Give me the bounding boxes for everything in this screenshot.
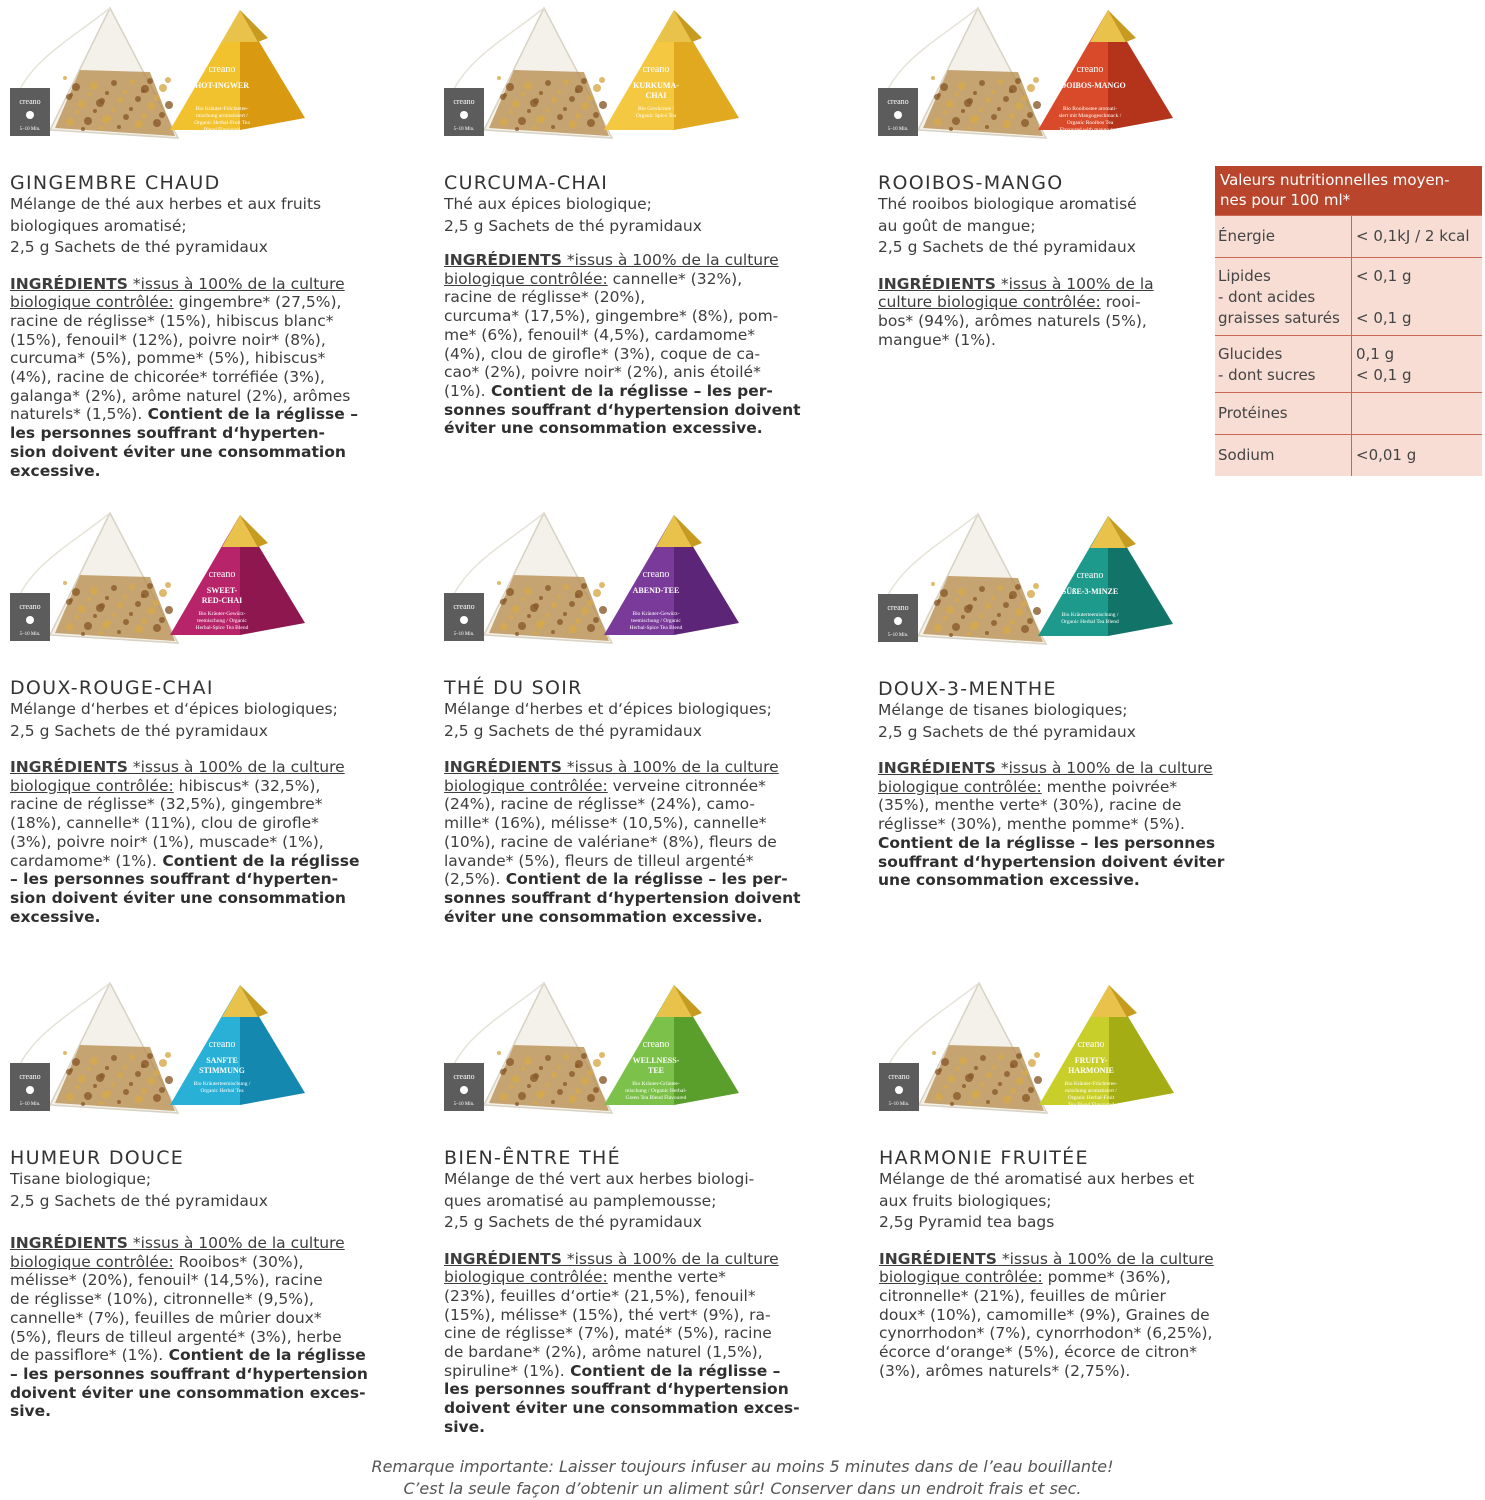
ingredients-subheading: *issus à 100% de la culture biologique contrôlée: xyxy=(878,274,1154,312)
svg-text:Bio Kräuterteemischung /: Bio Kräuterteemischung / xyxy=(193,1081,251,1087)
tea-illustration xyxy=(878,506,1278,666)
pyramid-box-icon xyxy=(604,985,739,1105)
svg-text:creano: creano xyxy=(453,602,475,611)
nutrient-value: 0,1 g < 0,1 g xyxy=(1356,345,1412,384)
product-image xyxy=(444,975,844,1135)
ingredients-text: cannelle* (32%), racine de réglisse* (20%), curcuma* (17,5%), gingembre* (8%), pom- me* (6%), fenouil* (4,5%), cardamome* (4%), clou de girofle* (3%), coque de ca- cao* (2%), poivre noir* (2%), anis étoilé* (1%). xyxy=(444,269,779,400)
licorice-warning: Contient de la réglisse – les per- sonnes souffrant d‘hypertension doivent éviter une consommation excessive. xyxy=(444,870,801,926)
ingredients xyxy=(10,275,430,481)
svg-text:Green Tea Blend Flavoured: Green Tea Blend Flavoured xyxy=(625,1095,687,1101)
pyramid-box-icon xyxy=(604,515,739,635)
brand-logo: creano xyxy=(208,1039,236,1050)
svg-text:5–10 Min.: 5–10 Min. xyxy=(888,1102,910,1107)
tea-illustration xyxy=(444,975,844,1135)
licorice-warning: Contient de la réglisse – les personnes souffrant d‘hyperten- sion doivent éviter une consommation excessive. xyxy=(10,405,358,480)
svg-text:creano: creano xyxy=(888,1072,910,1081)
product-image xyxy=(10,0,410,160)
svg-text:5–10 Min.: 5–10 Min. xyxy=(19,632,41,637)
tea-tag-icon xyxy=(444,1063,484,1111)
product-name: HARMONIE FRUITÉE xyxy=(879,1147,1089,1169)
pyramid-box-icon xyxy=(1039,985,1174,1108)
ingredients-heading: INGRÉDIENTS xyxy=(10,758,128,776)
product-description: Mélange d‘herbes et d‘épices biologiques; 2,5 g Sachets de thé pyramidaux xyxy=(10,700,338,740)
pyramid-box-icon xyxy=(170,515,305,635)
svg-text:5–10 Min.: 5–10 Min. xyxy=(453,632,475,637)
nutrition-row-energy xyxy=(1215,215,1482,257)
product-the-du-soir xyxy=(444,505,864,926)
svg-text:Bio Kräuter-Früchtetee-: Bio Kräuter-Früchtetee- xyxy=(195,106,249,112)
product-description: Mélange de thé aromatisé aux herbes et aux fruits biologiques; 2,5g Pyramid tea bags xyxy=(879,1170,1195,1231)
tea-illustration xyxy=(879,975,1279,1135)
svg-text:Blend Flavoured: Blend Flavoured xyxy=(203,127,241,133)
tea-tag-icon xyxy=(879,1063,919,1111)
svg-text:Flavoured with mango taste: Flavoured with mango taste xyxy=(1059,127,1121,133)
important-note: Remarque importante: Laisser toujours infuser au moins 5 minutes dans de l’eau bouillante! C’est la seule façon d’obtenir un aliment sûr! Conserver dans un endroit frais et sec. xyxy=(371,1457,1114,1498)
nutrient-value: < 0,1kJ / 2 kcal xyxy=(1356,227,1470,245)
nutrient-value: < 0,1 g < 0,1 g xyxy=(1356,267,1412,327)
brand-logo: creano xyxy=(1077,1039,1105,1050)
tea-illustration xyxy=(444,505,844,665)
ingredients xyxy=(444,1250,864,1437)
svg-text:Bio Kräuter-Gewürz-: Bio Kräuter-Gewürz- xyxy=(198,611,246,617)
svg-text:Organic Spice Tea: Organic Spice Tea xyxy=(635,113,677,119)
svg-text:WELLNESS-: WELLNESS- xyxy=(632,1056,680,1065)
ingredients-text: pomme* (36%), citronnelle* (21%), feuilles de mûrier doux* (10%), camomille* (9%), Graines de cynorrhodon* (7%), cynorrhodon* (6,25%), écorce d‘orange* (5%), écorce de citron* (3%), arômes naturels* (2,75%). xyxy=(879,1268,1213,1380)
tea-tag-icon xyxy=(878,88,918,136)
ingredients-text: gingembre* (27,5%), racine de réglisse* (15%), hibiscus blanc* (15%), fenouil* (12%), poivre noir* (8%), curcuma* (5%), pomme* (5%), hibiscus* (4%), racine de chicorée* torréfiée (3%), galanga* (2%), arôme naturel (2%), arômes naturels* (1,5%). xyxy=(10,293,351,424)
svg-text:SWEET-: SWEET- xyxy=(206,586,238,595)
ingredients-heading: INGRÉDIENTS xyxy=(444,1249,562,1268)
svg-text:ROOIBOS-MANGO: ROOIBOS-MANGO xyxy=(1054,81,1126,90)
product-name: DOUX-ROUGE-CHAI xyxy=(10,677,214,699)
brand-logo: creano xyxy=(1076,570,1104,581)
pyramid-box-icon xyxy=(1038,516,1173,636)
ingredients-text: rooi- bos* (94%), arômes naturels (5%), mangue* (1%). xyxy=(878,293,1147,349)
pyramid-box-icon xyxy=(170,985,305,1105)
svg-text:CHAI: CHAI xyxy=(645,91,667,100)
ingredients-subheading: *issus à 100% de la culture biologique contrôlée: xyxy=(444,1249,779,1287)
product-image xyxy=(444,505,844,665)
tea-tag-icon xyxy=(444,88,484,136)
svg-text:Bio Kräuter-Früchtetee-: Bio Kräuter-Früchtetee- xyxy=(1064,1081,1118,1087)
svg-text:teemischung / Organic: teemischung / Organic xyxy=(197,618,247,624)
svg-text:5–10 Min.: 5–10 Min. xyxy=(19,127,41,132)
svg-text:Tea Blend Flavoured: Tea Blend Flavoured xyxy=(1067,1102,1115,1108)
product-humeur-douce xyxy=(10,975,430,1421)
pyramid-box-icon xyxy=(604,10,739,130)
svg-text:mischung aromatisiert /: mischung aromatisiert / xyxy=(196,113,248,119)
svg-text:HOT-INGWER: HOT-INGWER xyxy=(195,81,249,90)
tea-tag-icon xyxy=(444,593,484,641)
svg-text:5–10 Min.: 5–10 Min. xyxy=(887,633,909,638)
ingredients-text: verveine citronnée* (24%), racine de réglisse* (24%), camo- mille* (16%), mélisse* (10,5%), cannelle* (10%), racine de valériane* (8%), fleurs de lavande* (5%), fleurs de tilleul argenté* (2,5%). xyxy=(444,776,777,889)
nutrient-name: Énergie xyxy=(1215,216,1352,257)
svg-text:Organic Herbal-Fruit Tea: Organic Herbal-Fruit Tea xyxy=(194,120,250,126)
tea-tag-icon xyxy=(10,593,50,641)
nutrient-name: Protéines xyxy=(1215,393,1352,434)
brand-logo: creano xyxy=(642,1039,670,1050)
licorice-warning: Contient de la réglisse – les personnes souffrant d‘hypertension doivent éviter une consommation exces- sive. xyxy=(444,1361,800,1436)
product-description: Tisane biologique; 2,5 g Sachets de thé pyramidaux xyxy=(10,1170,268,1210)
tea-tag-icon xyxy=(878,594,918,642)
svg-text:STIMMUNG: STIMMUNG xyxy=(199,1066,245,1075)
svg-text:5–10 Min.: 5–10 Min. xyxy=(887,127,909,132)
ingredients-subheading: *issus à 100% de la culture biologique contrôlée: xyxy=(10,274,345,312)
product-doux-3-menthe xyxy=(878,506,1298,890)
product-curcuma-chai xyxy=(444,0,864,438)
svg-text:SÜßE-3-MINZE: SÜßE-3-MINZE xyxy=(1061,587,1119,596)
product-description: Mélange de thé aux herbes et aux fruits biologiques aromatisé; 2,5 g Sachets de thé pyramidaux xyxy=(10,195,322,256)
ingredients xyxy=(878,759,1298,890)
svg-text:Bio Kräuter-Gewürz-: Bio Kräuter-Gewürz- xyxy=(632,611,680,617)
product-description: Mélange d‘herbes et d‘épices biologiques; 2,5 g Sachets de thé pyramidaux xyxy=(444,700,772,740)
ingredients-heading: INGRÉDIENTS xyxy=(444,251,562,269)
tea-illustration xyxy=(444,0,844,160)
svg-text:mischung aromatisiert /: mischung aromatisiert / xyxy=(1065,1088,1117,1094)
ingredients-subheading: *issus à 100% de la culture biologique contrôlée: xyxy=(444,758,779,795)
svg-text:Organic Herbal-Fruit: Organic Herbal-Fruit xyxy=(1067,1095,1115,1101)
nutrition-table xyxy=(1215,166,1482,476)
product-image xyxy=(444,0,844,160)
ingredients-heading: INGRÉDIENTS xyxy=(879,1249,997,1268)
pyramid-box-icon xyxy=(170,10,305,133)
ingredients xyxy=(444,758,864,926)
svg-text:Organic Herbal Tea Blend: Organic Herbal Tea Blend xyxy=(1061,619,1119,625)
nutrient-name: Sodium xyxy=(1215,435,1352,476)
product-image xyxy=(878,506,1278,666)
svg-text:creano: creano xyxy=(19,97,41,106)
nutrition-row-fat xyxy=(1215,257,1482,335)
product-name: HUMEUR DOUCE xyxy=(10,1147,185,1169)
ingredients-heading: INGRÉDIENTS xyxy=(10,1234,128,1252)
svg-text:5–10 Min.: 5–10 Min. xyxy=(453,127,475,132)
tea-illustration xyxy=(878,0,1278,160)
nutrition-table-header: Valeurs nutritionnelles moyen- nes pour 100 ml* xyxy=(1215,166,1482,215)
svg-text:Organic Herbal Tea: Organic Herbal Tea xyxy=(200,1088,244,1094)
ingredients xyxy=(10,1234,430,1421)
product-image xyxy=(10,975,410,1135)
ingredients xyxy=(10,758,430,926)
svg-text:creano: creano xyxy=(887,97,909,106)
svg-text:mischung / Organic Herbal-: mischung / Organic Herbal- xyxy=(625,1088,687,1094)
svg-text:creano: creano xyxy=(453,1072,475,1081)
nutrition-row-sodium xyxy=(1215,434,1482,476)
brand-logo: creano xyxy=(1076,64,1104,75)
product-image xyxy=(879,975,1279,1135)
licorice-warning: Contient de la réglisse – les personnes souffrant d‘hyperten- sion doivent éviter une consommation excessive. xyxy=(10,851,360,926)
ingredients xyxy=(878,275,1208,350)
ingredients-heading: INGRÉDIENTS xyxy=(878,759,996,777)
tea-illustration xyxy=(10,975,410,1135)
product-description: Mélange de tisanes biologiques; 2,5 g Sachets de thé pyramidaux xyxy=(878,701,1136,741)
product-name: DOUX-3-MENTHE xyxy=(878,678,1057,700)
product-bien-entre-the xyxy=(444,975,864,1437)
nutrition-row-carbs xyxy=(1215,335,1482,392)
nutrition-row-protein xyxy=(1215,392,1482,434)
svg-text:TEE: TEE xyxy=(647,1066,665,1075)
ingredients-text: Rooibos* (30%), mélisse* (20%), fenouil* (14,5%), racine de réglisse* (10%), citronnelle* (9,5%), cannelle* (7%), feuilles de mûrier doux* (5%), fleurs de tilleul argenté* (3%), herbe de passiflore* (1%). xyxy=(10,1252,342,1365)
ingredients-subheading: *issus à 100% de la culture biologique contrôlée: xyxy=(10,1234,345,1271)
ingredients-text: hibiscus* (32,5%), racine de réglisse* (32,5%), gingembre* (18%), cannelle* (11%), clou de girofle* (3%), poivre noir* (1%), muscade* (1%), cardamome* (1%). xyxy=(10,776,324,870)
pyramid-box-icon xyxy=(1038,10,1173,133)
svg-text:creano: creano xyxy=(887,603,909,612)
nutrient-name: Lipides - dont acides graisses saturés xyxy=(1215,258,1352,335)
svg-text:5–10 Min.: 5–10 Min. xyxy=(453,1102,475,1107)
product-description: Thé rooibos biologique aromatisé au goût de mangue; 2,5 g Sachets de thé pyramidaux xyxy=(878,195,1137,256)
ingredients-subheading: *issus à 100% de la culture biologique contrôlée: xyxy=(444,251,779,288)
licorice-warning: Contient de la réglisse – les per- sonnes souffrant d‘hypertension doivent éviter une consommation excessive. xyxy=(444,381,801,438)
svg-text:Bio Gewürztee /: Bio Gewürztee / xyxy=(637,106,675,112)
svg-text:Bio Rooibostee aromati-: Bio Rooibostee aromati- xyxy=(1062,106,1118,112)
nutrient-name: Glucides - dont sucres xyxy=(1215,336,1352,392)
product-image xyxy=(10,505,410,665)
product-image xyxy=(878,0,1278,160)
product-name: THÉ DU SOIR xyxy=(444,677,583,699)
nutrient-value: <0,01 g xyxy=(1356,446,1417,464)
licorice-warning: Contient de la réglisse – les personnes souffrant d‘hypertension doivent éviter une consommation exces- sive. xyxy=(10,1346,368,1421)
ingredients-subheading: *issus à 100% de la culture biologique contrôlée: xyxy=(878,759,1213,796)
ingredients-text: menthe poivrée* (35%), menthe verte* (30%), racine de réglisse* (30%), menthe pomme* (5%). xyxy=(878,777,1185,834)
svg-text:creano: creano xyxy=(19,1072,41,1081)
product-harmonie-fruitee xyxy=(879,975,1299,1380)
svg-text:KURKUMA-: KURKUMA- xyxy=(633,81,679,90)
nutrient-value xyxy=(1352,393,1482,434)
ingredients-heading: INGRÉDIENTS xyxy=(878,274,996,293)
product-gingembre-chaud xyxy=(10,0,430,480)
tea-illustration xyxy=(10,505,410,665)
product-name: CURCUMA-CHAI xyxy=(444,172,609,194)
ingredients-text: menthe verte* (23%), feuilles d‘ortie* (21,5%), fenouil* (15%), mélisse* (15%), thé vert* (9%), ra- cine de réglisse* (7%), maté* (5%), racine de bardane* (2%), arôme naturel (1,5%), spiruline* (1%). xyxy=(444,1268,772,1380)
product-name: BIEN-ÊNTRE THÉ xyxy=(444,1147,621,1169)
ingredients xyxy=(879,1250,1299,1381)
product-description: Thé aux épices biologique; 2,5 g Sachets de thé pyramidaux xyxy=(444,195,702,235)
svg-text:HARMONIE: HARMONIE xyxy=(1068,1066,1114,1075)
ingredients-heading: INGRÉDIENTS xyxy=(10,274,128,293)
ingredients-subheading: *issus à 100% de la culture biologique contrôlée: xyxy=(10,758,345,795)
product-description: Mélange de thé vert aux herbes biologi- ques aromatisé au pamplemousse; 2,5 g Sachets de thé pyramidaux xyxy=(444,1170,755,1231)
brand-logo: creano xyxy=(642,64,670,75)
brand-logo: creano xyxy=(208,569,236,580)
svg-text:teemischung / Organic: teemischung / Organic xyxy=(631,618,681,624)
svg-text:FRUITY-: FRUITY- xyxy=(1074,1056,1108,1065)
svg-text:Organic Rooibos Tea: Organic Rooibos Tea xyxy=(1066,120,1114,126)
tea-illustration xyxy=(10,0,410,160)
svg-text:Bio Kräuter-Grüntee-: Bio Kräuter-Grüntee- xyxy=(632,1081,680,1087)
svg-text:RED-CHAI: RED-CHAI xyxy=(201,596,243,605)
product-doux-rouge-chai xyxy=(10,505,430,926)
svg-text:5–10 Min.: 5–10 Min. xyxy=(19,1102,41,1107)
licorice-warning: Contient de la réglisse – les personnes souffrant d‘hypertension doivent éviter une consommation excessive. xyxy=(878,833,1225,890)
product-name: ROOIBOS-MANGO xyxy=(878,172,1064,194)
svg-text:Herbal-Spice Tea Blend: Herbal-Spice Tea Blend xyxy=(629,625,683,631)
ingredients-subheading: *issus à 100% de la culture biologique contrôlée: xyxy=(879,1249,1214,1287)
brand-logo: creano xyxy=(642,569,670,580)
svg-text:creano: creano xyxy=(19,602,41,611)
ingredients-heading: INGRÉDIENTS xyxy=(444,758,562,776)
product-rooibos-mango xyxy=(878,0,1208,349)
svg-text:Bio Kräuterteemischung /: Bio Kräuterteemischung / xyxy=(1061,612,1119,618)
svg-text:SANFTE: SANFTE xyxy=(206,1056,238,1065)
svg-text:creano: creano xyxy=(453,97,475,106)
svg-text:siert mit Mangogeschmack /: siert mit Mangogeschmack / xyxy=(1058,113,1122,119)
tea-tag-icon xyxy=(10,88,50,136)
tea-tag-icon xyxy=(10,1063,50,1111)
svg-text:Herbal-Spice Tea Blend: Herbal-Spice Tea Blend xyxy=(195,625,249,631)
brand-logo: creano xyxy=(208,64,236,75)
product-name: GINGEMBRE CHAUD xyxy=(10,172,221,194)
svg-text:ABEND-TEE: ABEND-TEE xyxy=(632,586,680,595)
ingredients xyxy=(444,251,864,438)
